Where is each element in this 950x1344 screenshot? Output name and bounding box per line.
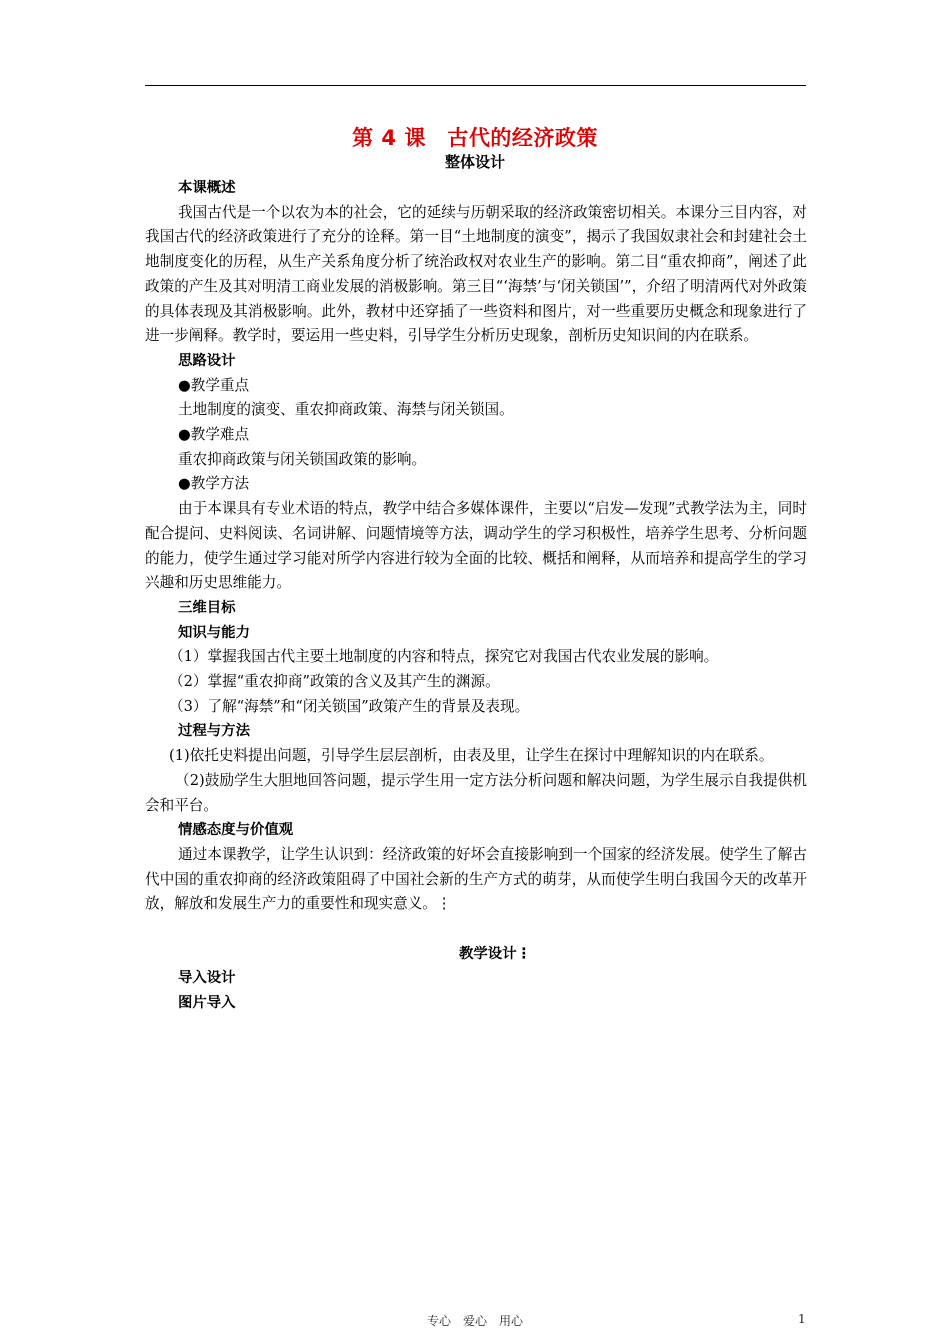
teaching-method-label: ●教学方法 bbox=[178, 475, 250, 493]
page-footer: 专心 爱心 用心 bbox=[426, 1314, 523, 1328]
design-heading: 思路设计 bbox=[178, 352, 236, 369]
process-heading: 过程与方法 bbox=[178, 723, 250, 740]
knowledge-heading: 知识与能力 bbox=[178, 624, 250, 641]
document-body bbox=[145, 176, 807, 1016]
key-points-label: ●教学重点 bbox=[178, 376, 250, 394]
intro-design-heading: 导入设计 bbox=[178, 970, 236, 987]
knowledge-item: （2）掌握“重农抑商”政策的含义及其产生的渊源。 bbox=[169, 673, 500, 691]
header-rule bbox=[145, 85, 806, 86]
key-points-text: 土地制度的演变、重农抑商政策、海禁与闭关锁国。 bbox=[178, 401, 514, 419]
page-number: 1 bbox=[798, 1312, 806, 1326]
difficult-points-label: ●教学难点 bbox=[178, 426, 250, 444]
difficult-points-text: 重农抑商政策与闭关锁国政策的影响。 bbox=[178, 450, 427, 468]
teaching-design-heading: 教学设计⋮ bbox=[459, 945, 531, 962]
lesson-subtitle: 整体设计 bbox=[444, 153, 505, 171]
knowledge-item: （1）掌握我国古代主要土地制度的内容和特点，探究它对我国古代农业发展的影响。 bbox=[169, 648, 719, 666]
lesson-title: 第 4 课 古代的经济政策 bbox=[352, 126, 598, 150]
process-item: (1)依托史料提出问题，引导学生层层剖析，由表及里，让学生在探讨中理解知识的内在联系。 bbox=[169, 747, 774, 765]
emotion-paragraph: 通过本课教学，让学生认识到：经济政策的好坏会直接影响到一个国家的经济发展。使学生了解古代中国的重农抑商的经济政策阻碍了中国社会新的生产方式的萌芽，从而使学生明白我国今天的改革开放，解放和发展生产力的重要性和现实意义。⋮ bbox=[145, 845, 807, 913]
image-intro-heading: 图片导入 bbox=[178, 995, 236, 1012]
overview-paragraph: 我国古代是一个以农为本的社会，它的延续与历朝采取的经济政策密切相关。本课分三目内容，对我国古代的经济政策进行了充分的诠释。第一目“土地制度的演变”，揭示了我国奴隶社会和封建社会土地制度变化的历程，从生产关系角度分析了统治政权对农业生产的影响。第二目“重农抑商”，阐述了此政策的产生及其对明清工商业发展的消极影响。第三目“‘海禁’与‘闭关锁国’”，介绍了明清两代对外政策的具体表现及其消极影响。此外，教材中还穿插了一些资料和图片，对一些重要历史概念和现象进行了进一步阐释。教学时，要运用一些史料，引导学生分析历史现象，剖析历史知识间的内在联系。 bbox=[145, 203, 807, 345]
goals-heading: 三维目标 bbox=[178, 599, 236, 616]
teaching-method-text: 由于本课具有专业术语的特点，教学中结合多媒体课件，主要以“启发—发现”式教学法为主，同时配合提问、史料阅读、名词讲解、问题情境等方法，调动学生的学习积极性，培养学生思考、分析问题的能力，使学生通过学习能对所学内容进行较为全面的比较、概括和阐释，从而培养和提高学生的学习兴趣和历史思维能力。 bbox=[145, 500, 807, 592]
emotion-heading: 情感态度与价值观 bbox=[178, 822, 294, 839]
process-item: （2)鼓励学生大胆地回答问题，提示学生用一定方法分析问题和解决问题，为学生展示自我提供机会和平台。 bbox=[145, 771, 807, 814]
overview-heading: 本课概述 bbox=[178, 180, 236, 196]
knowledge-item: （3）了解“海禁”和“闭关锁国”政策产生的背景及表现。 bbox=[169, 697, 530, 715]
